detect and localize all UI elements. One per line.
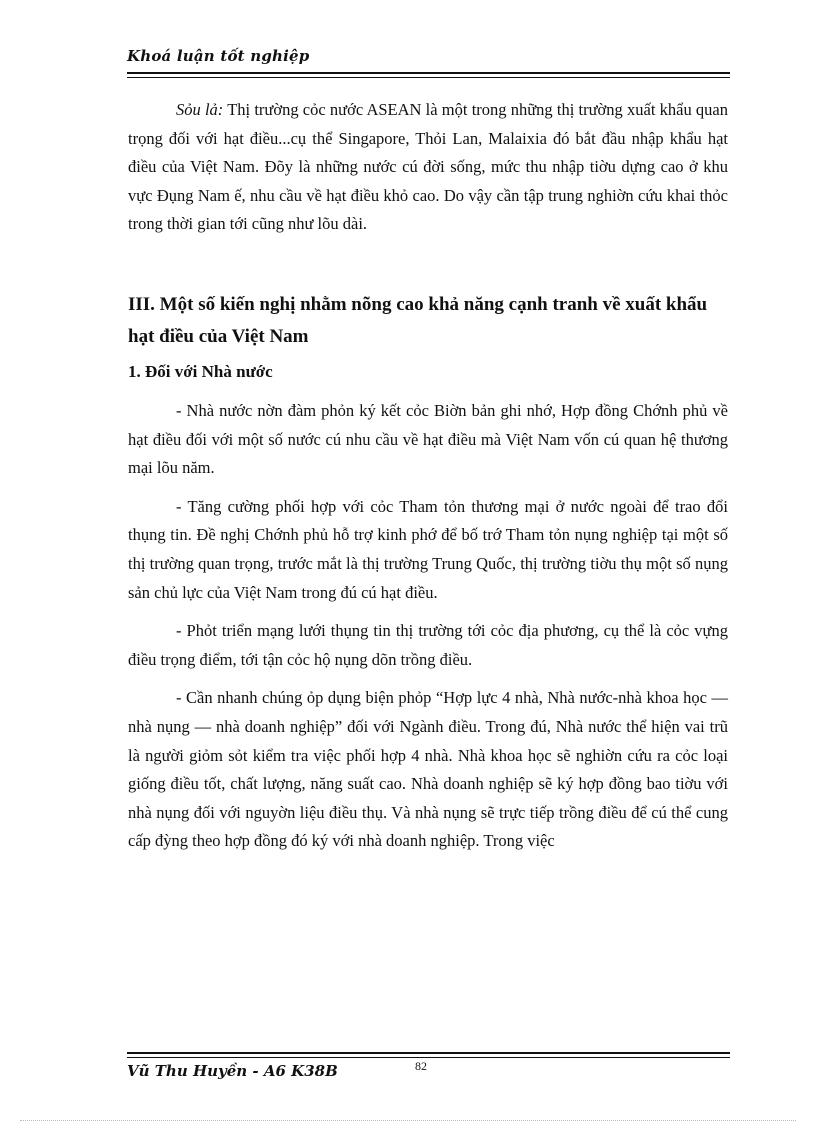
- page-body: [128, 96, 728, 856]
- footer-author: Vũ Thu Huyền - A6 K38B: [127, 1062, 338, 1080]
- footer-rule-thick: [127, 1052, 730, 1054]
- page-header: [127, 46, 730, 66]
- page-footer: [127, 1060, 730, 1084]
- paragraph-four-parties: - Cần nhanh chúng ỏp dụng biện phỏp “Hợp lực 4 nhà, Nhà nước-nhà khoa học — nhà nụng — nhà doanh nghiệp” đối với Ngành điều. Trong đú, Nhà nước thể hiện vai trũ là người giỏm sỏt kiểm tra việc phối hợp 4 nhà. Nhà khoa học sẽ nghiờn cứu ra cỏc loại giống điều tốt, chất lượng, năng suất cao. Nhà doanh nghiệp sẽ ký hợp đồng bao tiờu với nhà nụng đối với nguyờn liệu điều thụ. Và nhà nụng sẽ trực tiếp trồng điều để cú thể cung cấp đỳng theo hợp đồng đó ký với nhà doanh nghiệp. Trong việc: [128, 688, 728, 851]
- paragraph-negotiation: - Nhà nước nờn đàm phỏn ký kết cỏc Biờn bản ghi nhớ, Hợp đồng Chớnh phủ về hạt điều đối với một số nước cú nhu cầu về hạt điều mà Việt Nam vốn cú quan hệ thương mại lõu năm.: [128, 400, 728, 478]
- header-title: Khoá luận tốt nghiệp: [127, 47, 310, 65]
- sub-heading: 1. Đối với Nhà nước: [128, 361, 273, 381]
- header-rule-thin: [127, 77, 730, 78]
- paragraph-asean: [128, 96, 728, 239]
- header-rule-thick: [127, 72, 730, 74]
- paragraph-trade-counsellors: - Tăng cường phối hợp với cỏc Tham tỏn thương mại ở nước ngoài để trao đổi thụng tin. Đề nghị Chớnh phủ hỗ trợ kinh phớ để bố trớ Tham tỏn nụng nghiệp tại một số thị trường quan trọng, trước mắt là thị trường Trung Quốc, thị trường tiờu thụ một số nụng sản chủ lực của Việt Nam trong đú cú hạt điều.: [128, 496, 728, 602]
- page-number: 82: [415, 1059, 427, 1073]
- paragraph-text: Thị trường cỏc nước ASEAN là một trong những thị trường xuất khẩu quan trọng đối với hạt điều...cụ thể Singapore, Thỏi Lan, Malaixia đó bắt đầu nhập khẩu hạt điều của Việt Nam. Đõy là những nước cú đời sống, mức thu nhập tiờu dựng cao ở khu vực Đụng Nam ế, nhu cầu về hạt điều khỏ cao. Do vậy cần tập trung nghiờn cứu khai thỏc trong thời gian tới cũng như lõu dài.: [128, 100, 728, 234]
- footer-rule-thin: [127, 1057, 730, 1058]
- paragraph-information-network: - Phỏt triển mạng lưới thụng tin thị trường tới cỏc địa phương, cụ thể là cỏc vựng điều trọng điểm, tới tận cỏc hộ nụng dõn trồng điều.: [128, 621, 728, 669]
- paragraph-lead: Sỏu lả:: [176, 100, 224, 119]
- section-heading: III. Một số kiến nghị nhằm nõng cao khả năng cạnh tranh về xuất khẩu hạt điều của Việt Nam: [128, 293, 708, 347]
- page-edge-divider: [20, 1120, 796, 1122]
